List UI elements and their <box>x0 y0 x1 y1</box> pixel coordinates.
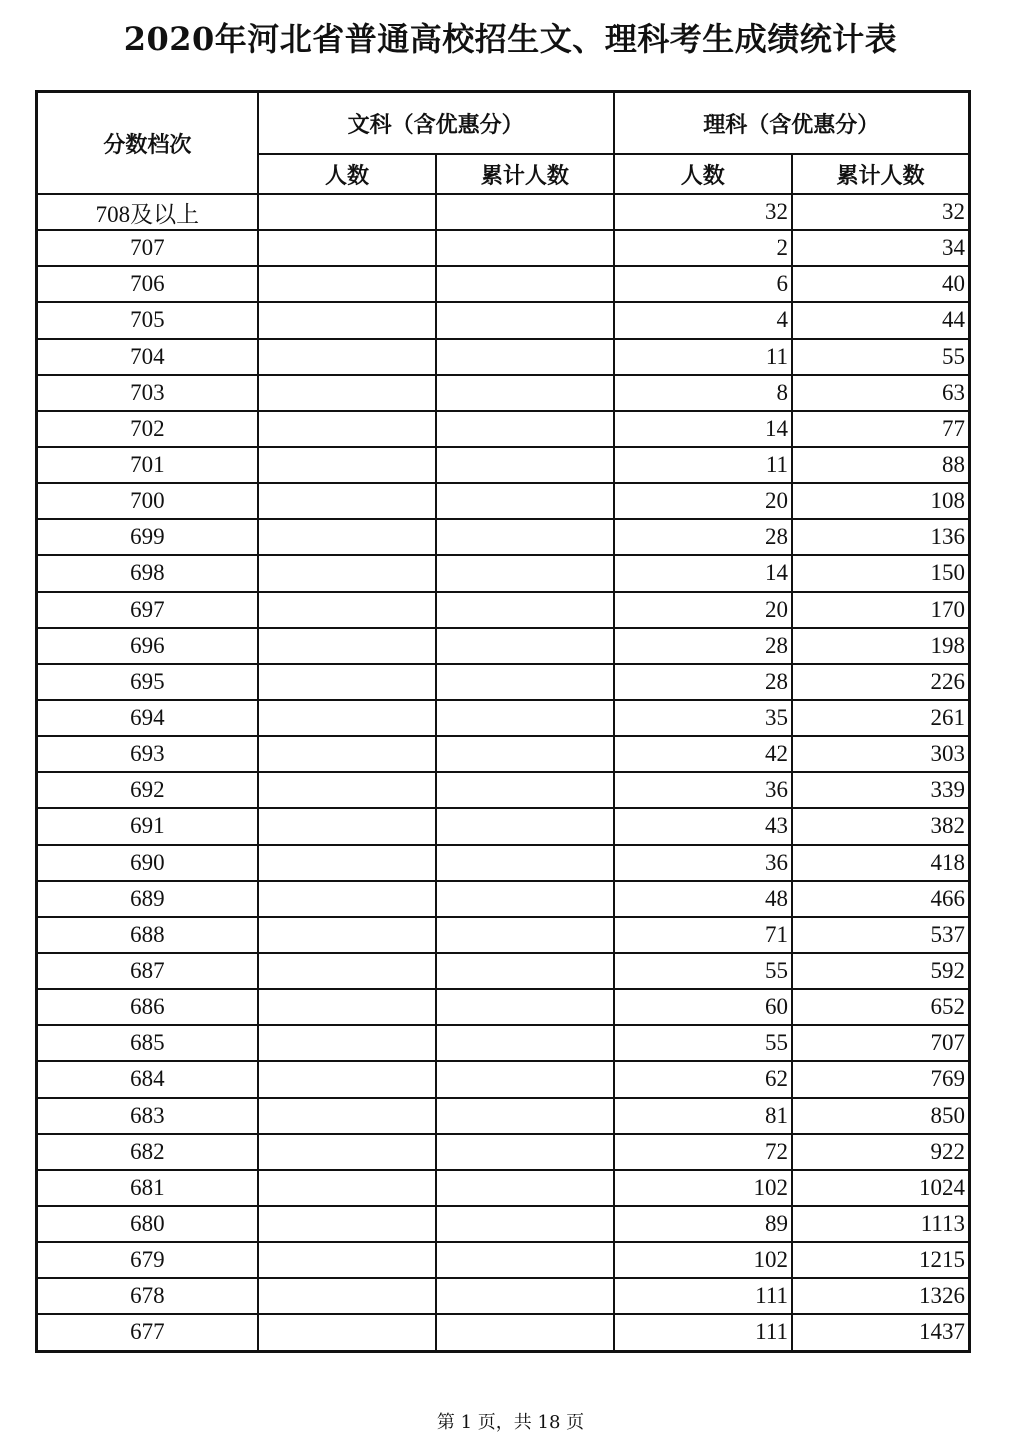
liberal-arts-cumulative-cell <box>436 1134 613 1170</box>
science-cumulative-cell: 77 <box>792 411 970 447</box>
science-cumulative-cell: 226 <box>792 664 970 700</box>
liberal-arts-cumulative-cell <box>436 881 613 917</box>
science-count-cell: 35 <box>614 700 792 736</box>
science-count-cell: 14 <box>614 411 792 447</box>
liberal-arts-cumulative-cell <box>436 592 613 628</box>
score-cell: 692 <box>37 772 258 808</box>
table-row <box>37 411 970 447</box>
liberal-arts-cumulative-cell <box>436 230 613 266</box>
score-cell: 702 <box>37 411 258 447</box>
liberal-arts-cumulative-cell <box>436 194 613 230</box>
science-cumulative-cell: 44 <box>792 302 970 338</box>
liberal-arts-cumulative-cell <box>436 411 613 447</box>
table-row <box>37 989 970 1025</box>
science-cumulative-cell: 150 <box>792 555 970 591</box>
science-count-cell: 55 <box>614 1025 792 1061</box>
score-cell: 678 <box>37 1278 258 1314</box>
liberal-arts-count-cell <box>258 1170 436 1206</box>
science-cumulative-cell: 1326 <box>792 1278 970 1314</box>
science-count-cell: 11 <box>614 447 792 483</box>
science-count-cell: 20 <box>614 592 792 628</box>
table-row <box>37 628 970 664</box>
table-row <box>37 772 970 808</box>
table-row <box>37 1242 970 1278</box>
science-cumulative-cell: 170 <box>792 592 970 628</box>
table-row <box>37 1134 970 1170</box>
science-cumulative-cell: 769 <box>792 1061 970 1097</box>
science-cumulative-cell: 707 <box>792 1025 970 1061</box>
table-row <box>37 808 970 844</box>
score-cell: 688 <box>37 917 258 953</box>
table-row <box>37 339 970 375</box>
score-cell: 687 <box>37 953 258 989</box>
liberal-arts-count-cell <box>258 664 436 700</box>
science-count-cell: 6 <box>614 266 792 302</box>
liberal-arts-count-cell <box>258 628 436 664</box>
table-row <box>37 917 970 953</box>
liberal-arts-cumulative-cell <box>436 266 613 302</box>
header-liberal-arts-count: 人数 <box>258 154 436 194</box>
score-cell: 708及以上 <box>37 194 258 230</box>
science-count-cell: 72 <box>614 1134 792 1170</box>
science-cumulative-cell: 1215 <box>792 1242 970 1278</box>
score-cell: 679 <box>37 1242 258 1278</box>
score-cell: 691 <box>37 808 258 844</box>
science-count-cell: 62 <box>614 1061 792 1097</box>
liberal-arts-cumulative-cell <box>436 953 613 989</box>
liberal-arts-cumulative-cell <box>436 772 613 808</box>
science-count-cell: 2 <box>614 230 792 266</box>
score-cell: 705 <box>37 302 258 338</box>
liberal-arts-count-cell <box>258 1061 436 1097</box>
science-count-cell: 60 <box>614 989 792 1025</box>
science-count-cell: 102 <box>614 1242 792 1278</box>
science-cumulative-cell: 1437 <box>792 1314 970 1351</box>
score-cell: 704 <box>37 339 258 375</box>
liberal-arts-cumulative-cell <box>436 302 613 338</box>
liberal-arts-cumulative-cell <box>436 989 613 1025</box>
score-cell: 700 <box>37 483 258 519</box>
table-row <box>37 1098 970 1134</box>
score-cell: 683 <box>37 1098 258 1134</box>
table-row <box>37 483 970 519</box>
science-count-cell: 8 <box>614 375 792 411</box>
science-count-cell: 14 <box>614 555 792 591</box>
header-liberal-arts-cumulative: 累计人数 <box>436 154 613 194</box>
score-cell: 689 <box>37 881 258 917</box>
liberal-arts-count-cell <box>258 555 436 591</box>
liberal-arts-cumulative-cell <box>436 845 613 881</box>
science-count-cell: 55 <box>614 953 792 989</box>
science-count-cell: 32 <box>614 194 792 230</box>
table-row <box>37 592 970 628</box>
liberal-arts-cumulative-cell <box>436 664 613 700</box>
table-row <box>37 1061 970 1097</box>
science-count-cell: 36 <box>614 772 792 808</box>
liberal-arts-cumulative-cell <box>436 483 613 519</box>
table-row <box>37 266 970 302</box>
liberal-arts-cumulative-cell <box>436 917 613 953</box>
science-count-cell: 28 <box>614 664 792 700</box>
science-cumulative-cell: 537 <box>792 917 970 953</box>
science-cumulative-cell: 418 <box>792 845 970 881</box>
liberal-arts-cumulative-cell <box>436 555 613 591</box>
page-number: 第 1 页，共 18 页 <box>436 1412 585 1433</box>
liberal-arts-cumulative-cell <box>436 736 613 772</box>
liberal-arts-count-cell <box>258 194 436 230</box>
liberal-arts-cumulative-cell <box>436 1206 613 1242</box>
science-cumulative-cell: 303 <box>792 736 970 772</box>
score-statistics-table <box>35 90 971 1353</box>
table-row <box>37 881 970 917</box>
science-count-cell: 48 <box>614 881 792 917</box>
table-row <box>37 953 970 989</box>
score-cell: 690 <box>37 845 258 881</box>
table-row <box>37 302 970 338</box>
science-cumulative-cell: 88 <box>792 447 970 483</box>
liberal-arts-cumulative-cell <box>436 375 613 411</box>
liberal-arts-cumulative-cell <box>436 339 613 375</box>
table-row <box>37 519 970 555</box>
science-cumulative-cell: 339 <box>792 772 970 808</box>
liberal-arts-count-cell <box>258 881 436 917</box>
science-count-cell: 111 <box>614 1314 792 1351</box>
liberal-arts-cumulative-cell <box>436 1278 613 1314</box>
table-row <box>37 375 970 411</box>
score-cell: 682 <box>37 1134 258 1170</box>
liberal-arts-count-cell <box>258 483 436 519</box>
liberal-arts-count-cell <box>258 953 436 989</box>
score-cell: 699 <box>37 519 258 555</box>
liberal-arts-count-cell <box>258 230 436 266</box>
score-cell: 693 <box>37 736 258 772</box>
science-cumulative-cell: 63 <box>792 375 970 411</box>
table-row <box>37 845 970 881</box>
score-cell: 680 <box>37 1206 258 1242</box>
science-count-cell: 81 <box>614 1098 792 1134</box>
liberal-arts-count-cell <box>258 411 436 447</box>
science-cumulative-cell: 592 <box>792 953 970 989</box>
liberal-arts-cumulative-cell <box>436 1314 613 1351</box>
score-cell: 707 <box>37 230 258 266</box>
science-count-cell: 28 <box>614 628 792 664</box>
science-count-cell: 102 <box>614 1170 792 1206</box>
liberal-arts-count-cell <box>258 808 436 844</box>
table-row <box>37 1170 970 1206</box>
science-cumulative-cell: 382 <box>792 808 970 844</box>
liberal-arts-count-cell <box>258 989 436 1025</box>
science-count-cell: 4 <box>614 302 792 338</box>
science-count-cell: 20 <box>614 483 792 519</box>
science-count-cell: 111 <box>614 1278 792 1314</box>
liberal-arts-count-cell <box>258 1206 436 1242</box>
score-cell: 681 <box>37 1170 258 1206</box>
score-cell: 684 <box>37 1061 258 1097</box>
liberal-arts-count-cell <box>258 736 436 772</box>
score-cell: 706 <box>37 266 258 302</box>
table-row <box>37 1206 970 1242</box>
science-cumulative-cell: 922 <box>792 1134 970 1170</box>
liberal-arts-cumulative-cell <box>436 1025 613 1061</box>
score-cell: 695 <box>37 664 258 700</box>
liberal-arts-count-cell <box>258 592 436 628</box>
score-cell: 703 <box>37 375 258 411</box>
table-row <box>37 736 970 772</box>
liberal-arts-count-cell <box>258 845 436 881</box>
table-row <box>37 230 970 266</box>
score-cell: 686 <box>37 989 258 1025</box>
document-title: 2020年河北省普通高校招生文、理科考生成绩统计表 <box>123 20 898 58</box>
liberal-arts-count-cell <box>258 1134 436 1170</box>
science-cumulative-cell: 34 <box>792 230 970 266</box>
science-count-cell: 71 <box>614 917 792 953</box>
table-row <box>37 555 970 591</box>
science-cumulative-cell: 198 <box>792 628 970 664</box>
table-row <box>37 1025 970 1061</box>
science-count-cell: 89 <box>614 1206 792 1242</box>
liberal-arts-count-cell <box>258 1242 436 1278</box>
table-row <box>37 447 970 483</box>
liberal-arts-count-cell <box>258 339 436 375</box>
liberal-arts-count-cell <box>258 266 436 302</box>
science-cumulative-cell: 55 <box>792 339 970 375</box>
science-cumulative-cell: 40 <box>792 266 970 302</box>
liberal-arts-cumulative-cell <box>436 1061 613 1097</box>
liberal-arts-count-cell <box>258 772 436 808</box>
score-cell: 696 <box>37 628 258 664</box>
header-science-count: 人数 <box>614 154 792 194</box>
science-cumulative-cell: 850 <box>792 1098 970 1134</box>
liberal-arts-count-cell <box>258 1278 436 1314</box>
liberal-arts-count-cell <box>258 447 436 483</box>
liberal-arts-cumulative-cell <box>436 1170 613 1206</box>
header-liberal-arts: 文科（含优惠分） <box>258 92 614 155</box>
liberal-arts-cumulative-cell <box>436 700 613 736</box>
liberal-arts-count-cell <box>258 375 436 411</box>
science-count-cell: 36 <box>614 845 792 881</box>
science-cumulative-cell: 466 <box>792 881 970 917</box>
liberal-arts-cumulative-cell <box>436 519 613 555</box>
header-science: 理科（含优惠分） <box>614 92 970 155</box>
liberal-arts-count-cell <box>258 1025 436 1061</box>
liberal-arts-cumulative-cell <box>436 447 613 483</box>
science-cumulative-cell: 136 <box>792 519 970 555</box>
score-cell: 697 <box>37 592 258 628</box>
liberal-arts-cumulative-cell <box>436 1098 613 1134</box>
science-count-cell: 11 <box>614 339 792 375</box>
liberal-arts-count-cell <box>258 1314 436 1351</box>
liberal-arts-cumulative-cell <box>436 808 613 844</box>
liberal-arts-cumulative-cell <box>436 628 613 664</box>
score-cell: 685 <box>37 1025 258 1061</box>
science-cumulative-cell: 261 <box>792 700 970 736</box>
liberal-arts-count-cell <box>258 917 436 953</box>
score-cell: 677 <box>37 1314 258 1351</box>
science-cumulative-cell: 1024 <box>792 1170 970 1206</box>
table-row <box>37 1278 970 1314</box>
header-science-cumulative: 累计人数 <box>792 154 970 194</box>
score-cell: 694 <box>37 700 258 736</box>
liberal-arts-count-cell <box>258 700 436 736</box>
liberal-arts-cumulative-cell <box>436 1242 613 1278</box>
science-cumulative-cell: 32 <box>792 194 970 230</box>
table-row <box>37 664 970 700</box>
science-cumulative-cell: 652 <box>792 989 970 1025</box>
table-row <box>37 194 970 230</box>
science-count-cell: 28 <box>614 519 792 555</box>
score-cell: 698 <box>37 555 258 591</box>
science-count-cell: 43 <box>614 808 792 844</box>
science-cumulative-cell: 1113 <box>792 1206 970 1242</box>
table-row <box>37 1314 970 1351</box>
liberal-arts-count-cell <box>258 1098 436 1134</box>
score-cell: 701 <box>37 447 258 483</box>
liberal-arts-count-cell <box>258 519 436 555</box>
table-row <box>37 700 970 736</box>
science-cumulative-cell: 108 <box>792 483 970 519</box>
header-score: 分数档次 <box>37 92 258 195</box>
liberal-arts-count-cell <box>258 302 436 338</box>
science-count-cell: 42 <box>614 736 792 772</box>
